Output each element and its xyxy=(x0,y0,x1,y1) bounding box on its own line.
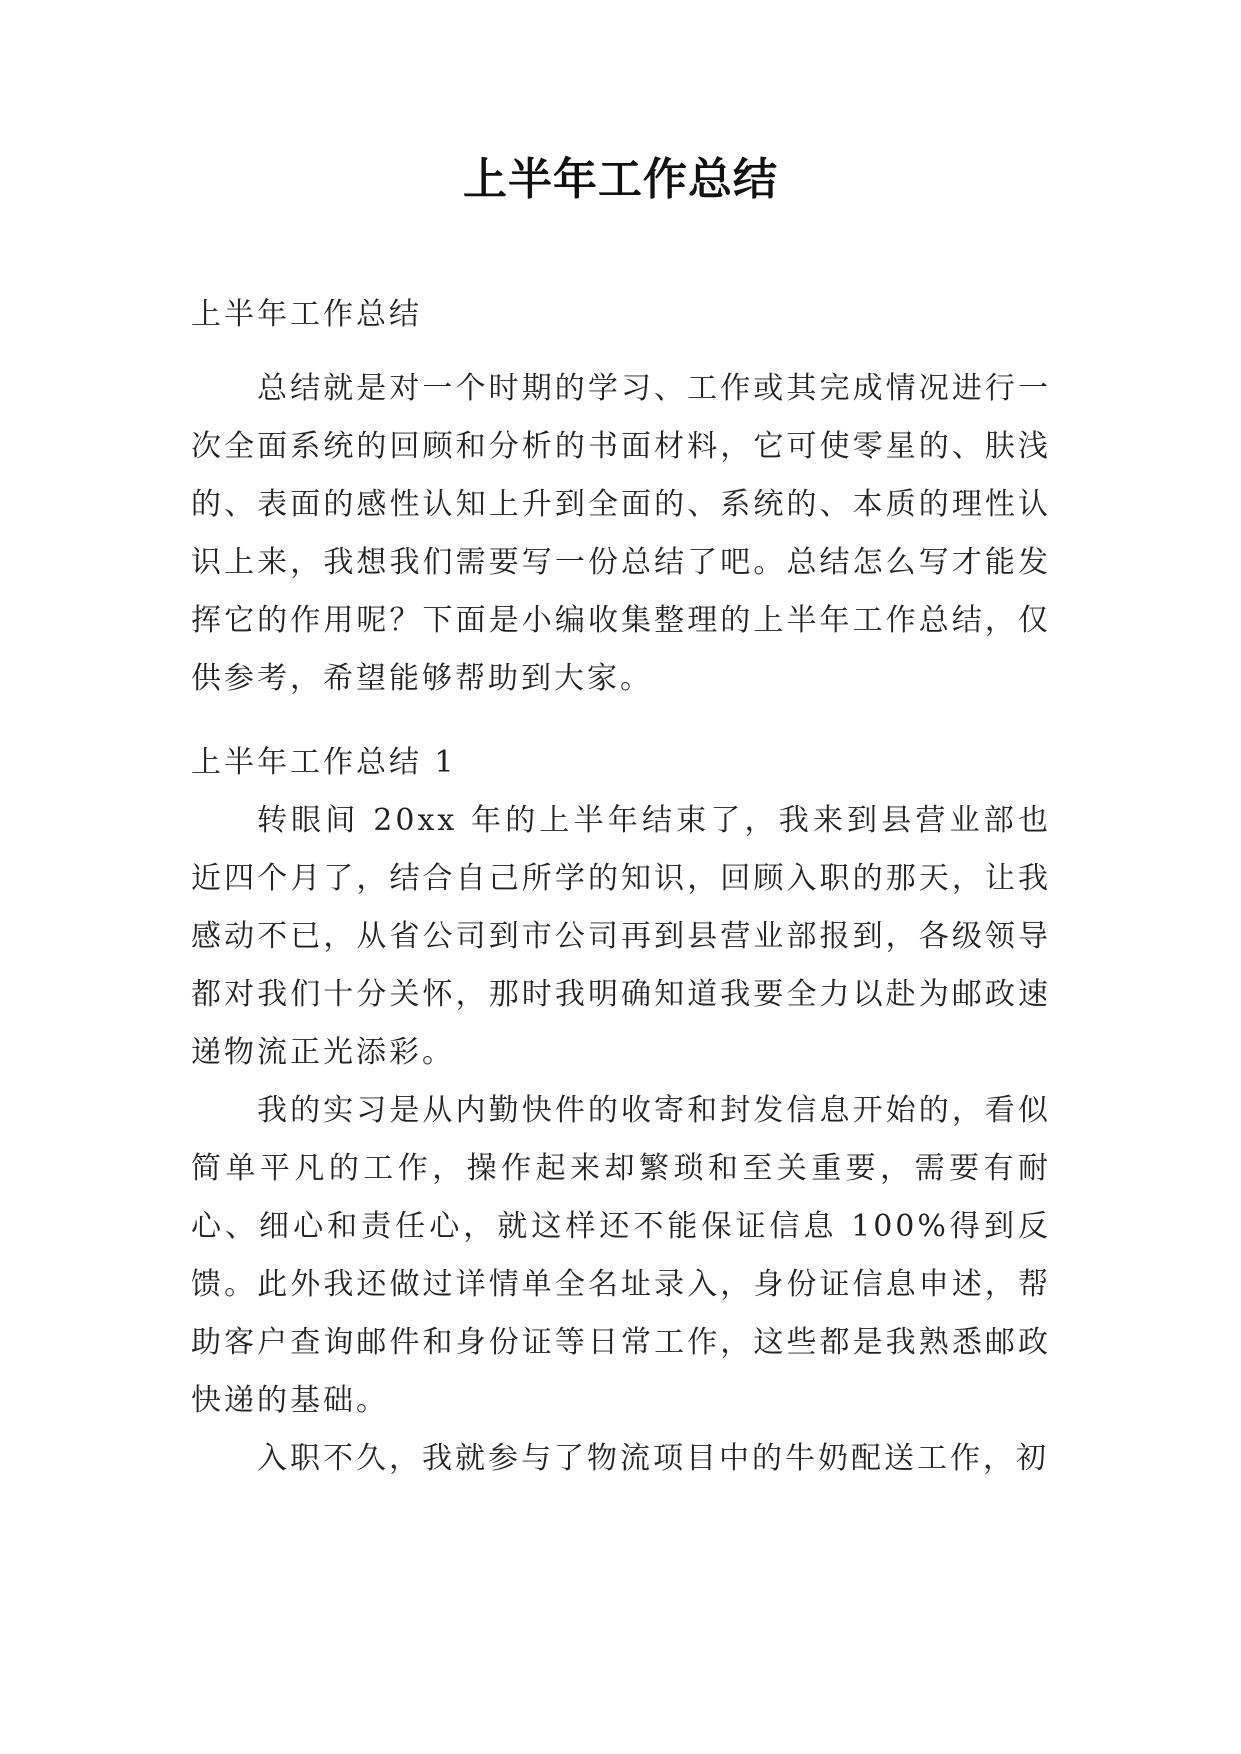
section-body xyxy=(191,792,1051,1488)
body-paragraph-2: 我的实习是从内勤快件的收寄和封发信息开始的，看似简单平凡的工作，操作起来却繁琐和至关重要，需要有耐心、细心和责任心，就这样还不能保证信息 100%得到反馈。此外我还做过详情单全名址录入，身份证信息申述，帮助客户查询邮件和身份证等日常工作，这些都是我熟悉邮政快递的基础。 xyxy=(191,1093,1051,1418)
section-heading: 上半年工作总结 1 xyxy=(191,745,457,780)
page-title: 上半年工作总结 xyxy=(463,154,778,205)
intro-paragraph-block xyxy=(191,360,1051,708)
intro-paragraph: 总结就是对一个时期的学习、工作或其完成情况进行一次全面系统的回顾和分析的书面材料，它可使零星的、肤浅的、表面的感性认知上升到全面的、系统的、本质的理性认识上来，我想我们需要写一份总结了吧。总结怎么写才能发挥它的作用呢？下面是小编收集整理的上半年工作总结，仅供参考，希望能够帮助到大家。 xyxy=(191,371,1051,696)
body-paragraph-1: 转眼间 20xx 年的上半年结束了，我来到县营业部也近四个月了，结合自己所学的知识，回顾入职的那天，让我感动不已，从省公司到市公司再到县营业部报到，各级领导都对我们十分关怀，那时我明确知道我要全力以赴为邮政速递物流正光添彩。 xyxy=(191,803,1051,1070)
document-subtitle: 上半年工作总结 xyxy=(191,297,422,332)
body-paragraph-3: 入职不久，我就参与了物流项目中的牛奶配送工作，初 xyxy=(257,1441,1049,1476)
